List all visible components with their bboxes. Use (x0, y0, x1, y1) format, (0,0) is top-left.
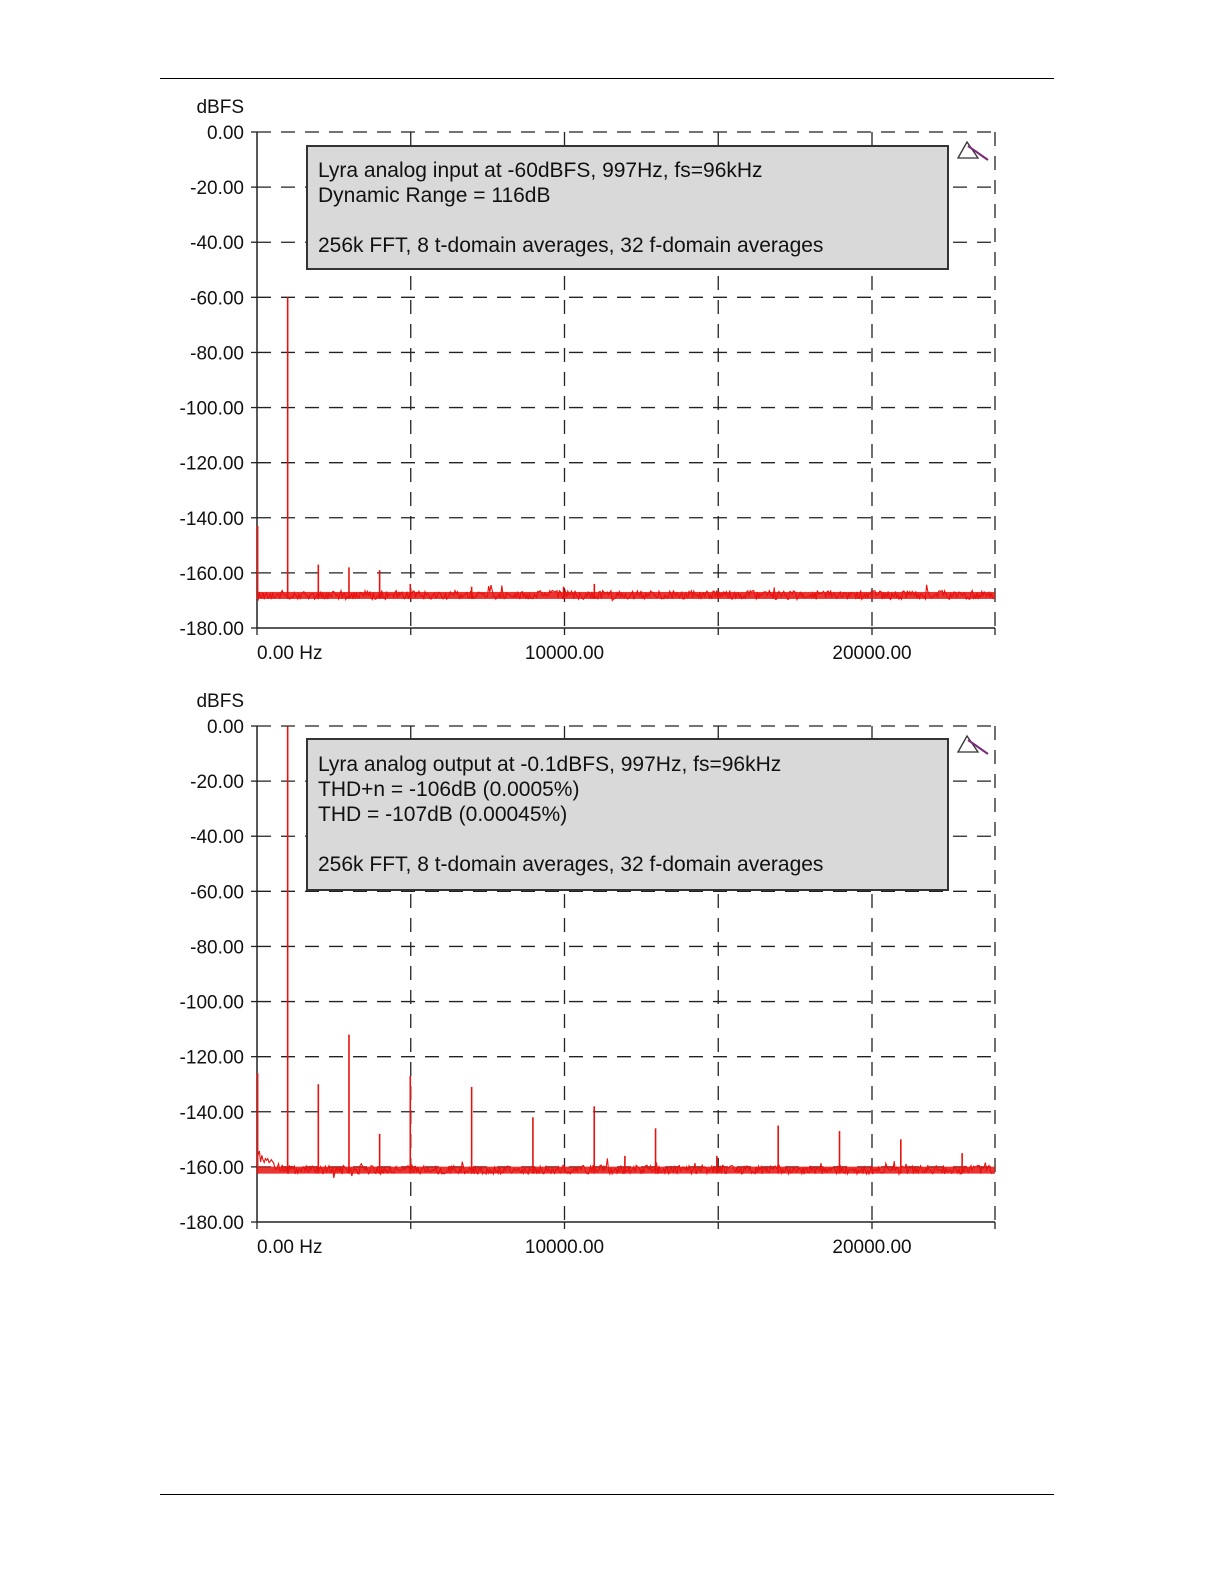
annotation-line: THD+n = -106dB (0.0005%) (318, 778, 580, 801)
y-tick-label: -140.00 (179, 508, 244, 530)
annotation-line: Lyra analog output at -0.1dBFS, 997Hz, fs=96kHz (318, 753, 782, 776)
annotation-line: Lyra analog input at -60dBFS, 997Hz, fs=96kHz (318, 159, 763, 182)
y-tick-label: 0.00 (207, 123, 244, 144)
annotation-box (307, 739, 948, 890)
y-tick-label: -40.00 (190, 827, 244, 849)
y-tick-label: -120.00 (179, 1047, 244, 1069)
noise-floor-band (257, 592, 995, 599)
y-tick-label: -40.00 (190, 233, 244, 255)
annotation-box (307, 146, 948, 269)
x-tick-label: 20000.00 (832, 1237, 912, 1258)
y-tick-label: -80.00 (190, 937, 244, 959)
annotation-line: Dynamic Range = 116dB (318, 184, 551, 207)
x-tick-label: 0.00 Hz (257, 643, 323, 664)
chart-1 (180, 97, 995, 664)
y-tick-label: 0.00 (207, 717, 244, 738)
y-tick-label: -120.00 (179, 453, 244, 475)
marker-triangle-icon (958, 142, 988, 160)
chart-2 (180, 691, 995, 1258)
y-tick-label: -180.00 (179, 1213, 244, 1234)
y-tick-label: -80.00 (190, 343, 244, 365)
y-tick-label: -140.00 (179, 1102, 244, 1124)
y-axis-unit-label: dBFS (196, 691, 244, 712)
y-tick-label: -180.00 (179, 619, 244, 640)
marker-triangle-icon (958, 736, 988, 754)
x-tick-label: 0.00 Hz (257, 1237, 323, 1258)
noise-floor-band (257, 1167, 995, 1174)
x-tick-label: 10000.00 (524, 1237, 605, 1258)
y-tick-label: -20.00 (190, 178, 244, 200)
y-tick-label: -100.00 (179, 992, 244, 1014)
annotation-line: 256k FFT, 8 t-domain averages, 32 f-domain averages (318, 234, 824, 257)
y-tick-label: -160.00 (179, 563, 244, 585)
y-tick-label: -100.00 (179, 398, 244, 420)
y-tick-label: -60.00 (190, 882, 244, 904)
y-tick-label: -60.00 (190, 288, 244, 310)
annotation-line: 256k FFT, 8 t-domain averages, 32 f-domain averages (318, 853, 824, 876)
series-fft-spectrum (257, 297, 995, 600)
y-axis-unit-label: dBFS (196, 97, 244, 118)
annotation-line: THD = -107dB (0.00045%) (318, 803, 568, 826)
y-tick-label: -160.00 (179, 1157, 244, 1179)
x-tick-label: 20000.00 (832, 643, 912, 664)
y-tick-label: -20.00 (190, 772, 244, 794)
x-tick-label: 10000.00 (524, 643, 605, 664)
